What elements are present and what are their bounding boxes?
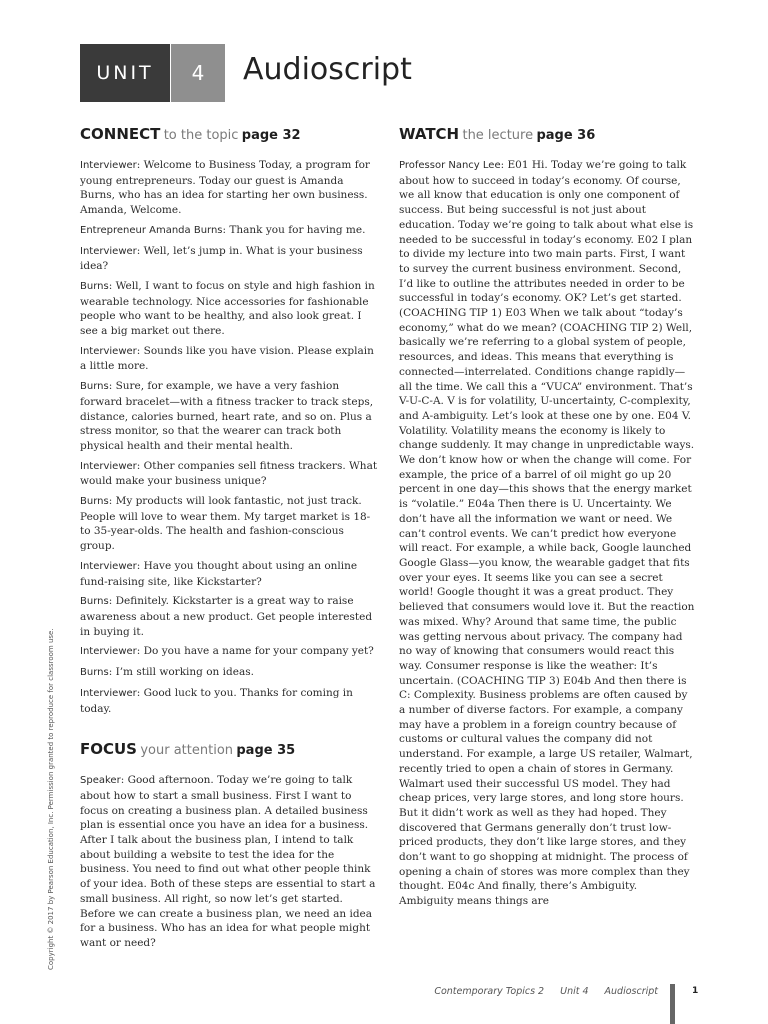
- connect-heading: [80, 124, 380, 146]
- dialogue-text: : Have you thought about using an online fund-raising site, like Kickstarter?: [80, 559, 358, 588]
- dialogue-text: : Sounds like you have vision. Please explain a little more.: [80, 344, 374, 373]
- speaker-name: Burns: [80, 596, 109, 608]
- watch-heading: [399, 124, 695, 146]
- speaker-name: Burns: [80, 496, 109, 508]
- section-spacer: [80, 721, 380, 739]
- dialogue-text: : Other companies sell fitness trackers. What would make your business unique?: [80, 459, 378, 488]
- page-title: Audioscript: [243, 52, 412, 87]
- dialogue-line: [80, 644, 380, 660]
- speaker-name: Interviewer: [80, 245, 137, 257]
- dialogue-text: : Do you have a name for your company yet?: [136, 645, 374, 658]
- dialogue-text: : Definitely. Kickstarter is a great way to raise awareness about a new product. Get people interested in buying it.: [80, 595, 373, 638]
- speaker-name: Interviewer: [80, 646, 137, 658]
- lecture-text: [399, 158, 695, 909]
- dialogue-line: [80, 773, 380, 950]
- dialogue-text: : Good luck to you. Thanks for coming in today.: [80, 686, 353, 715]
- connect-subtitle: to the topic: [163, 128, 239, 143]
- unit-label: UNIT: [80, 44, 170, 102]
- dialogue-line: [80, 158, 380, 218]
- dialogue-line: [80, 686, 380, 716]
- dialogue-text: : Good afternoon. Today we’re going to talk about how to start a small business. First I want to focus on creating a business plan. A detailed business plan is essential once you have an idea for a business. After I talk about the business plan, I intend to talk about building a website to test the idea for the business. You need to find out what other people think of your idea. Both of these steps are essential to start a small business. All right, so now let’s get started. Before we can create a business plan, we need an idea for a business. Who has an idea for what people might want or need?: [80, 774, 376, 949]
- footer-book: Contemporary Topics 2: [434, 986, 545, 997]
- lecture-body: : E01 Hi. Today we’re going to talk about how to succeed in today’s economy. Of course, we all know that education is only one component of success. But being successful is not just about education. Today we’re going to talk about what else is needed to be successful in today’s economy. E02 I plan to divide my lecture into two main parts. First, I want to survey the current business environment. Second, I’d like to outline the attributes needed in order to be successful in today’s economy. OK? Let’s get started. (COACHING TIP 1) E03 When we talk about “today’s economy,” what do we mean? (COACHING TIP 2) Well, basically we’re referring to a global system of people, resources, and ideas. This means that everything is connected—interrelated. Conditions change rapidly—all the time. We call this a “VUCA” environment. That’s V-U-C-A. V is for volatility, U-uncertainty, C-complexity, and A-ambiguity. Let’s look at these one by one. E04 V. Volatility. Volatility means the economy is likely to change suddenly. It may change in unpredictable ways. We don’t know how or when the change will come. For example, the price of a barrel of oil might go up 20 percent in one day—this shows that the energy market is “volatile.” E04a Then there is U. Uncertainty. We don’t have all the information we want or need. We can’t control events. We can’t predict how everyone will react. For example, a while back, Google launched Google Glass—you know, the wearable gadget that fits over your eyes. It seems like you can see a secret world! Google thought it was a great product. They believed that consumers would love it. But the reaction was mixed. Why? Around that same time, the public was getting nervous about privacy. The company had no way of knowing that consumers would react this way. Consumer response is like the weather: It’s uncertain. (COACHING TIP 3) E04b And then there is C: Complexity. Business problems are often caused by a number of diverse factors. For example, a company may have a problem in a foreign country because of customs or cultural values the company did not understand. For example, a large US retailer, Walmart, recently tried to open a chain of stores in Germany. Walmart used their successful US model. They had cheap prices, very large stores, and long store hours. But it didn’t work as well as they had hoped. They discovered that Germans generally don’t trust low-priced products, they don’t like large stores, and they don’t want to go shopping at midnight. The process of opening a chain of stores was more complex than they thought. E04c And finally, there’s Ambiguity. Ambiguity means things are: [399, 159, 695, 908]
- dialogue-text: : My products will look fantastic, not just track. People will love to wear them. My target market is 18- to 35-year-olds. The health and fashion-conscious group.: [80, 495, 371, 553]
- dialogue-line: [80, 459, 380, 489]
- footer-section: Audioscript: [604, 986, 658, 997]
- speaker-name: Interviewer: [80, 345, 137, 357]
- speaker-name: Professor Nancy Lee: [399, 160, 501, 171]
- speaker-name: Interviewer: [80, 560, 137, 572]
- dialogue-line: [80, 279, 380, 339]
- speaker-name: Interviewer: [80, 460, 137, 472]
- footer-divider: [670, 984, 675, 1024]
- unit-number: 4: [171, 44, 225, 102]
- dialogue-line: [80, 594, 380, 639]
- copyright-notice: Copyright © 2017 by Pearson Education, Inc. Permission granted to reproduce for classroom use.: [47, 628, 55, 970]
- page-footer: [434, 986, 658, 997]
- unit-badge: [80, 44, 225, 102]
- dialogue-text: : I’m still working on ideas.: [108, 666, 254, 679]
- dialogue-text: : Well, let’s jump in. What is your business idea?: [80, 244, 363, 273]
- dialogue-line: [80, 244, 380, 274]
- dialogue-text: : Thank you for having me.: [222, 223, 366, 236]
- dialogue-text: : Sure, for example, we have a very fashion forward bracelet—with a fitness tracker to track steps, distance, calories burned, heart rate, and so on. Plus a stress monitor, so that the wearer can track both physical health and their mental health.: [80, 380, 374, 452]
- dialogue-text: : Well, I want to focus on style and high fashion in wearable technology. Nice accessories for fashionable people who want to be healthy, and also look great. I see a big market out there.: [80, 279, 375, 338]
- dialogue-line: [80, 223, 380, 239]
- watch-subtitle: the lecture: [462, 128, 534, 143]
- dialogue-line: [80, 344, 380, 374]
- right-column: [399, 124, 695, 909]
- focus-keyword: FOCUS: [80, 740, 137, 759]
- left-column: [80, 124, 380, 956]
- focus-heading: [80, 739, 380, 761]
- footer-unit: Unit 4: [560, 986, 589, 997]
- dialogue-text: : Welcome to Business Today, a program for young entrepreneurs. Today our guest is Amanda Burns, who has an idea for starting her own business. Amanda, Welcome.: [80, 159, 370, 217]
- speaker-name: Interviewer: [80, 687, 137, 699]
- connect-page: page 32: [241, 128, 301, 143]
- focus-page: page 35: [236, 743, 296, 759]
- speaker-name: Interviewer: [80, 160, 137, 171]
- dialogue-line: [80, 665, 380, 681]
- speaker-name: Entrepreneur Amanda Burns: [80, 224, 223, 236]
- speaker-name: Burns: [80, 667, 109, 679]
- connect-keyword: CONNECT: [80, 125, 161, 143]
- watch-keyword: WATCH: [399, 125, 460, 143]
- speaker-name: Speaker: [80, 775, 121, 787]
- dialogue-line: [80, 379, 380, 454]
- speaker-name: Burns: [80, 280, 109, 292]
- speaker-name: Burns: [80, 381, 109, 393]
- focus-subtitle: your attention: [140, 743, 234, 759]
- page-number: 1: [692, 986, 699, 996]
- dialogue-line: [80, 494, 380, 554]
- watch-page: page 36: [536, 128, 596, 143]
- dialogue-line: [80, 559, 380, 589]
